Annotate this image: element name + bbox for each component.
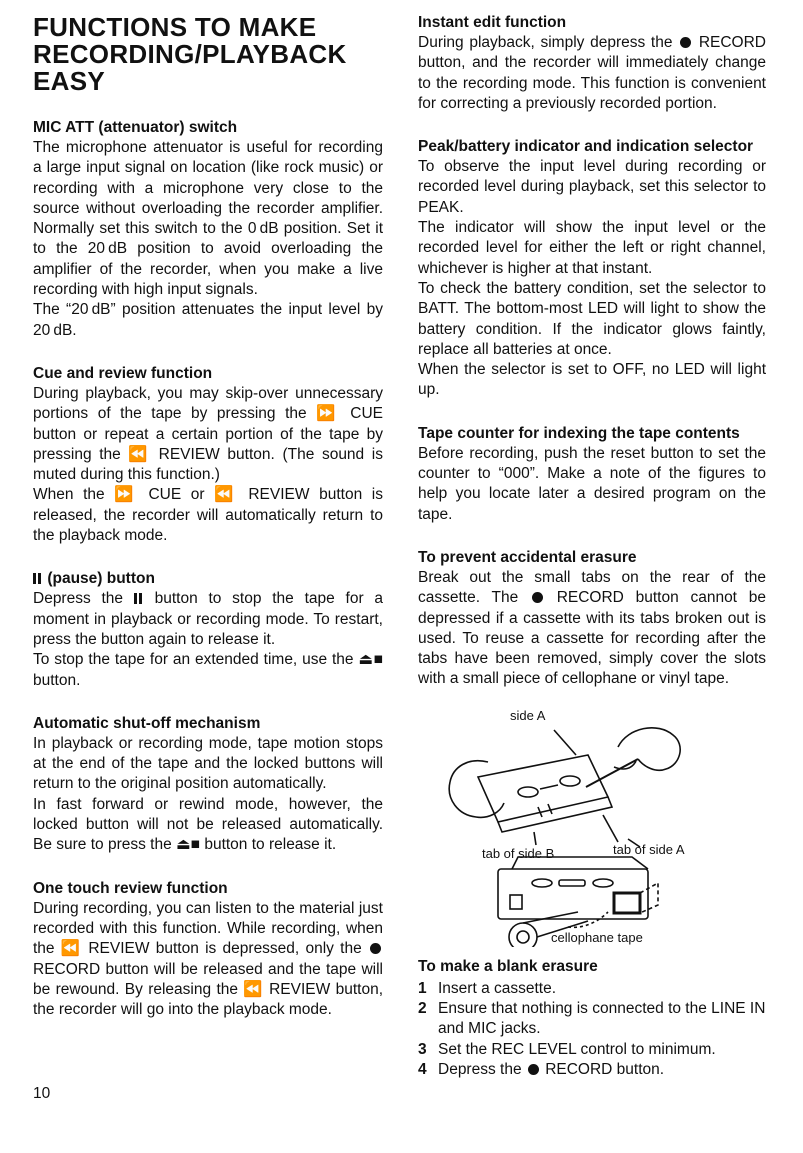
section <box>418 424 766 525</box>
section <box>33 879 383 1021</box>
step-text: Insert a cassette. <box>438 979 557 997</box>
section-heading: Cue and review function <box>33 364 213 382</box>
section-heading: Peak/battery indicator and indication selector <box>418 138 754 156</box>
section-paragraph: Before recording, push the reset button to set the counter to “000”. Make a note of the figures to help you locate later a desired program on the tape. <box>418 444 766 523</box>
step-number: 3 <box>418 1040 427 1058</box>
step-number: 1 <box>418 979 427 997</box>
step-number: 4 <box>418 1060 427 1078</box>
section <box>33 118 383 341</box>
pause-icon <box>134 590 144 607</box>
tab-of-side-a-label: tab of side A <box>613 841 685 857</box>
step-text: Set the REC LEVEL control to minimum. <box>438 1040 716 1058</box>
record-dot-icon <box>680 37 691 48</box>
left-column <box>33 118 383 1043</box>
list-item <box>418 1060 766 1080</box>
cellophane-tape-label: cellophane tape <box>551 929 643 945</box>
section <box>418 137 766 401</box>
section-paragraph: In playback or recording mode, tape motion stops at the end of the tape and the locked buttons will return to the original position automatically. <box>33 734 383 793</box>
left-hand-outline <box>449 760 504 817</box>
blank-erasure-steps <box>418 979 766 1080</box>
tab-of-side-b-label: tab of side B <box>482 845 555 861</box>
section-heading: MIC ATT (attenuator) switch <box>33 119 238 136</box>
blank-erasure-heading: To make a blank erasure <box>418 957 598 975</box>
right-column <box>418 12 766 1103</box>
section-paragraph: In fast forward or rewind mode, however, the locked button will not be released automatically. Be sure to press the ⏏■ button to release it. <box>33 795 383 854</box>
cassette-drawing <box>418 707 766 947</box>
section <box>418 13 766 114</box>
section <box>418 548 766 690</box>
section-paragraph: The “20 dB” position attenuates the input level by 20 dB. <box>33 301 383 339</box>
list-item <box>418 979 766 999</box>
record-dot-icon <box>532 592 543 603</box>
section-paragraph: To check the battery condition, set the selector to BATT. The bottom-most LED will light to show the battery condition. If the indicator glows faintly, replace all batteries at once. <box>418 279 766 358</box>
side-a-label: side A <box>510 707 546 723</box>
section-paragraph: Break out the small tabs on the rear of the cassette. The RECORD button cannot be depressed if a cassette with its tabs broken out is used. To reuse a cassette for recording after the tabs have been removed, simply cover the slots with a small piece of cellophane or vinyl tape. <box>418 568 766 688</box>
section-paragraph: During playback, simply depress the RECORD button, and the recorder will immediately change to the recording mode. This function is convenient for correcting a previously recorded portion. <box>418 34 766 112</box>
section <box>33 364 383 546</box>
record-dot-icon <box>370 943 381 954</box>
section-paragraph: During playback, you may skip-over unnecessary portions of the tape by pressing the ⏩ CUE button or repeat a certain portion of the tape by pressing the ⏪ REVIEW button. (The sound is muted during this function.) <box>33 384 383 484</box>
blank-erasure-section <box>418 957 766 1080</box>
section-paragraph: The indicator will show the input level or the recorded level for either the left or right channel, whichever is higher at that instant. <box>418 219 766 277</box>
section-paragraph: During recording, you can listen to the material just recorded with this function. While recording, when the ⏪ REVIEW button is depressed, only the RECORD button will be released and the tape will be rewound. By releasing the ⏪ REVIEW button, the recorder will go into the playback mode. <box>33 899 383 1019</box>
section-paragraph: Depress the button to stop the tape for a moment in playback or recording mode. To restart, press the button again to release it. <box>33 590 383 648</box>
list-item <box>418 1040 766 1060</box>
pause-icon <box>33 570 43 587</box>
step-text: Depress the RECORD button. <box>438 1060 665 1078</box>
section-paragraph: To stop the tape for an extended time, use the ⏏■ button. <box>33 651 383 689</box>
section <box>33 714 383 856</box>
step-text: Ensure that nothing is connected to the LINE IN and MIC jacks. <box>438 1000 766 1038</box>
step-number: 2 <box>418 1000 427 1018</box>
section-heading: One touch review function <box>33 879 228 897</box>
section-paragraph: The microphone attenuator is useful for recording a large input signal on location (like rock music) or recording with a microphone very close to the source without overloading the recorder amplifier. Normally set this switch to the 0 dB position. Set it to the 20 dB position to avoid overloading the amplifier of the recorder, when you make a live recording with high input signals. <box>33 139 383 299</box>
cassette-illustration <box>418 707 766 947</box>
page-number: 10 <box>33 1085 51 1102</box>
section-paragraph: To observe the input level during recording or recorded level during playback, set this selector to PEAK. <box>418 158 766 216</box>
section <box>33 569 383 690</box>
section-paragraph: When the ⏩ CUE or ⏪ REVIEW button is released, the recorder will automatically return to the playback mode. <box>33 486 383 545</box>
section-heading: Instant edit function <box>418 14 567 31</box>
right-sections <box>418 13 766 690</box>
record-dot-icon <box>528 1064 539 1075</box>
section-heading: Tape counter for indexing the tape contents <box>418 424 740 442</box>
section-heading: Automatic shut-off mechanism <box>33 714 261 732</box>
list-item <box>418 999 766 1040</box>
section-paragraph: When the selector is set to OFF, no LED will light up. <box>418 361 766 399</box>
page-title: FUNCTIONS TO MAKE RECORDING/PLAYBACK EASY <box>33 12 347 96</box>
section-heading: To prevent accidental erasure <box>418 548 637 566</box>
section-heading: (pause) button <box>33 569 383 589</box>
